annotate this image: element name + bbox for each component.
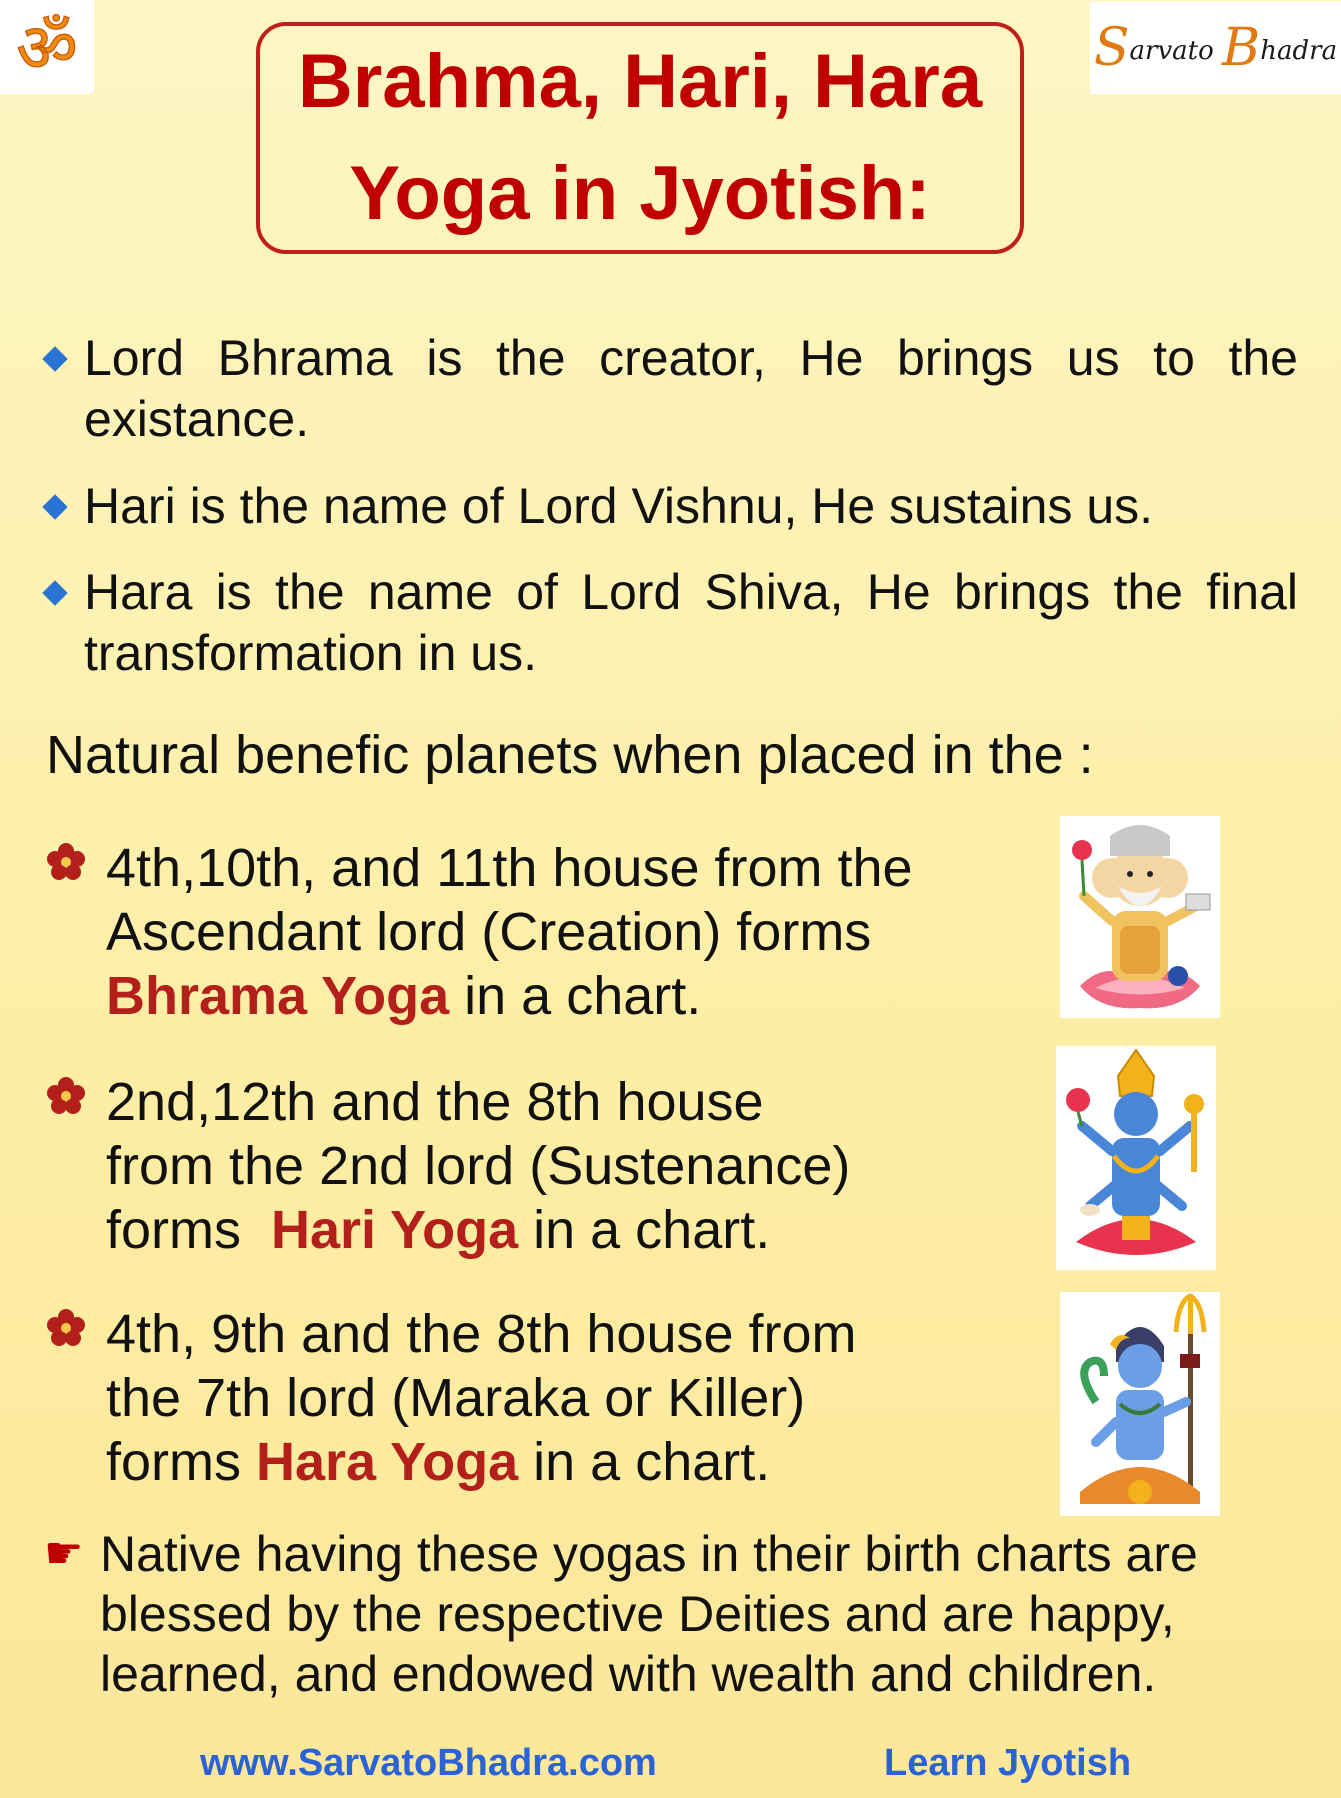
yoga-line-2: Ascendant lord (Creation) forms <box>106 902 872 962</box>
yoga-line-2: the 7th lord (Maraka or Killer) <box>106 1368 806 1428</box>
yoga-prefix: forms <box>106 1200 272 1260</box>
yoga-name-highlight: Hari Yoga <box>271 1200 519 1260</box>
title-line-2: Yoga in Jyotish: <box>349 151 931 236</box>
yoga-item-hari <box>46 1070 1026 1262</box>
sarvatobhadra-logo <box>1090 2 1341 94</box>
yoga-prefix: forms <box>106 1432 257 1492</box>
yoga-line-2: from the 2nd lord (Sustenance) <box>106 1136 851 1196</box>
shiva-image <box>1060 1292 1220 1516</box>
native-note <box>44 1524 1300 1704</box>
bullet-item-hari: Hari is the name of Lord Vishnu, He sustains us. <box>46 476 1298 537</box>
title-box <box>256 22 1024 254</box>
learn-jyotish-label: Learn Jyotish <box>884 1742 1132 1784</box>
yoga-suffix: in a chart. <box>518 1200 771 1260</box>
yoga-item-bhrama <box>46 836 1026 1028</box>
yoga-line-1: 2nd,12th and the 8th house <box>106 1072 764 1132</box>
flower-bullet-icon <box>46 1308 86 1348</box>
pointing-hand-icon: ☛ <box>44 1529 84 1578</box>
brahma-image <box>1060 816 1220 1018</box>
bullet-item-hara: Hara is the name of Lord Shiva, He brings the final transformation in us. <box>46 562 1298 684</box>
natural-benefic-heading: Natural benefic planets when placed in the : <box>46 725 1094 785</box>
yoga-suffix: in a chart. <box>518 1432 771 1492</box>
om-icon <box>4 4 90 90</box>
yoga-suffix: in a chart. <box>449 966 702 1026</box>
flower-bullet-icon <box>46 1076 86 1116</box>
bullet-item-brahma: Lord Bhrama is the creator, He brings us to the existance. <box>46 328 1298 450</box>
yoga-line-1: 4th,10th, and 11th house from the <box>106 838 913 898</box>
website-link[interactable]: www.SarvatoBhadra.com <box>200 1742 657 1784</box>
vishnu-image <box>1056 1046 1216 1270</box>
om-logo <box>0 0 94 94</box>
native-note-text: Native having these yogas in their birth charts are blessed by the respective Deities and are happy, learned, and endowed with wealth and children. <box>100 1526 1198 1702</box>
brand-name: Sarvato Bhadra <box>1093 18 1338 78</box>
title-line-1: Brahma, Hari, Hara <box>297 39 983 124</box>
yoga-item-hara <box>46 1302 1026 1494</box>
flower-bullet-icon <box>46 842 86 882</box>
yoga-name-highlight: Hara Yoga <box>256 1432 519 1492</box>
yoga-line-1: 4th, 9th and the 8th house from <box>106 1304 857 1364</box>
yoga-name-highlight: Bhrama Yoga <box>106 966 450 1026</box>
svg-text:ॐ: ॐ <box>16 9 78 88</box>
